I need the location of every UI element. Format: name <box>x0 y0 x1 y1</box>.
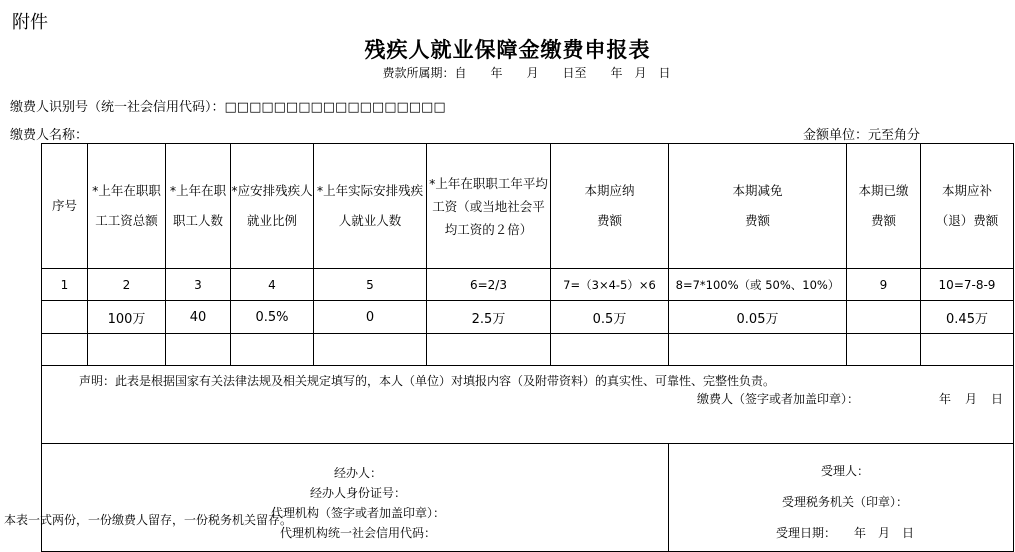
amount-unit-label: 金额单位：元至角分 <box>803 128 921 143</box>
formula-cell: 2 <box>88 269 166 301</box>
empty-cell <box>427 334 551 366</box>
attachment-label: 附件 <box>12 12 48 33</box>
value-row <box>42 301 1014 334</box>
value-cell <box>847 301 921 334</box>
value-cell: 40 <box>166 301 231 334</box>
header-row <box>42 144 1014 269</box>
header-cell: 本期已缴费额 <box>847 144 921 269</box>
header-cell: 本期减免费额 <box>669 144 847 269</box>
declaration-table <box>41 143 1014 552</box>
period-label: 费款所属期：自 年 月 日至 年 月 日 <box>382 66 671 80</box>
payer-signature-label: 缴费人（签字或者加盖印章）： <box>697 392 860 406</box>
footnote: 本表一式两份，一份缴费人留存，一份税务机关留存。 <box>4 513 293 527</box>
header-cell: 本期应纳费额 <box>551 144 669 269</box>
empty-row <box>42 334 1014 366</box>
declaration-row <box>42 366 1014 444</box>
agent-cell <box>42 444 669 552</box>
empty-cell <box>314 334 427 366</box>
value-cell: 2.5万 <box>427 301 551 334</box>
header-cell: 序号 <box>42 144 88 269</box>
empty-cell <box>551 334 669 366</box>
receiver-label: 受理人： <box>820 464 869 478</box>
header-cell: *上年在职职工工资总额 <box>88 144 166 269</box>
empty-cell <box>88 334 166 366</box>
formula-cell: 6=2/3 <box>427 269 551 301</box>
value-cell: 0.45万 <box>921 301 1014 334</box>
value-cell: 0.05万 <box>669 301 847 334</box>
header-cell: 本期应补（退）费额 <box>921 144 1014 269</box>
formula-cell: 10=7-8-9 <box>921 269 1014 301</box>
value-cell: 100万 <box>88 301 166 334</box>
formula-row <box>42 269 1014 301</box>
formula-cell: 1 <box>42 269 88 301</box>
empty-cell <box>847 334 921 366</box>
payer-signature-date: 年 月 日 <box>938 392 1004 406</box>
value-cell: 0.5万 <box>551 301 669 334</box>
value-cell <box>42 301 88 334</box>
header-cell: *应安排残疾人就业比例 <box>231 144 314 269</box>
formula-cell: 7=（3×4-5）×6 <box>551 269 669 301</box>
acceptance-cell <box>669 444 1014 552</box>
formula-cell: 8=7*100%（或 50%、10%） <box>669 269 847 301</box>
value-cell: 0.5% <box>231 301 314 334</box>
taxpayer-id-label: 缴费人识别号（统一社会信用代码）： <box>10 100 225 115</box>
header-cell: *上年在职职工人数 <box>166 144 231 269</box>
header-cell: *上年实际安排残疾人就业人数 <box>314 144 427 269</box>
empty-cell <box>921 334 1014 366</box>
payer-name-label: 缴费人名称： <box>10 128 89 143</box>
formula-cell: 9 <box>847 269 921 301</box>
empty-cell <box>669 334 847 366</box>
declaration-text: 声明：此表是根据国家有关法律法规及相关规定填写的，本人（单位）对填报内容（及附带资料）的真实性、可靠性、完整性负责。 <box>79 374 776 388</box>
agency-label: 代理机构（签字或者加盖印章）： <box>270 506 445 520</box>
value-cell: 0 <box>314 301 427 334</box>
form-title: 残疾人就业保障金缴费申报表 <box>364 38 651 62</box>
formula-cell: 4 <box>231 269 314 301</box>
acceptance-date-label: 受理日期： 年 月 日 <box>775 526 914 540</box>
header-cell: *上年在职职工年平均工资（或当地社会平均工资的２倍） <box>427 144 551 269</box>
formula-cell: 3 <box>166 269 231 301</box>
empty-cell <box>42 334 88 366</box>
taxpayer-id-line <box>10 96 446 115</box>
tax-office-label: 受理税务机关（印章）： <box>781 495 908 509</box>
empty-cell <box>231 334 314 366</box>
agency-code-label: 代理机构统一社会信用代码： <box>279 526 436 540</box>
empty-cell <box>166 334 231 366</box>
taxpayer-id-boxes: □□□□□□□□□□□□□□□□□□ <box>224 100 446 115</box>
handler-id-label: 经办人身份证号： <box>309 486 406 500</box>
formula-cell: 5 <box>314 269 427 301</box>
agent-acceptance-row <box>42 444 1014 552</box>
declaration-cell <box>42 366 1014 444</box>
handler-label: 经办人： <box>333 466 382 480</box>
